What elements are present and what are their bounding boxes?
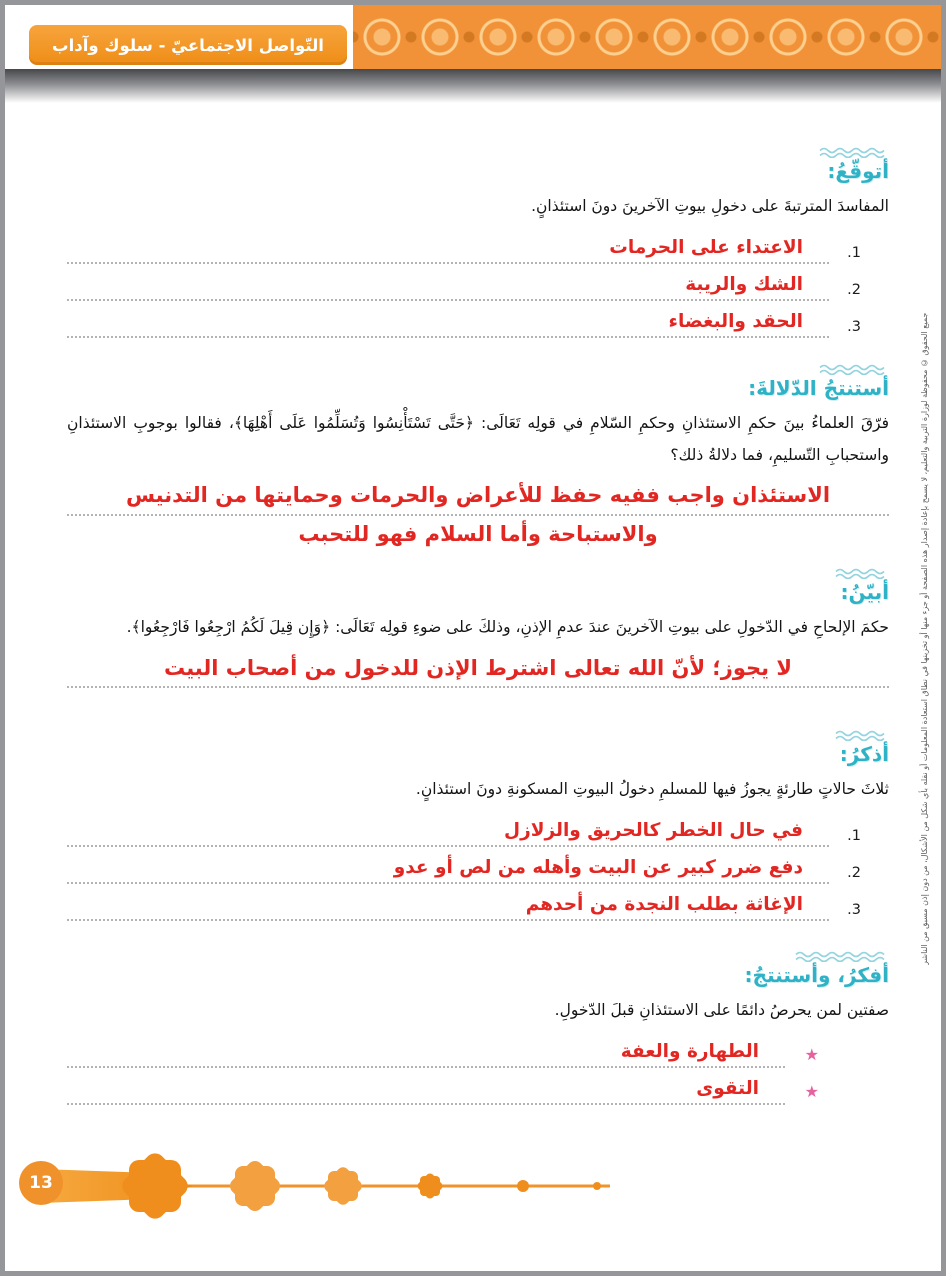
section-prompt: فرّقَ العلماءُ بينَ حكمِ الاستئذانِ وحكمِ السّلامِ في قولِه تَعَالَى: ﴿حَتَّى تَسْتَأْنِسُوا وَتُسَلِّمُوا عَلَى أَهْلِهَا﴾، فقالوا بوجوبِ الاستئذانِ واستحبابِ التّسليمِ، فما دلالةُ ذلك؟	[67, 413, 889, 464]
handwritten-answer: الاعتداء على الحرمات	[609, 236, 803, 258]
answer-blank	[67, 892, 829, 921]
unit-title-tab	[29, 25, 347, 65]
handwritten-answer: في حال الخطر كالحريق والزلازل	[504, 820, 803, 842]
item-number: 1.	[847, 244, 861, 261]
item-number: 2.	[847, 281, 861, 298]
handwritten-answer: التقوى	[696, 1077, 759, 1099]
section-expect	[67, 147, 889, 338]
handwritten-answer: الاستئذان واجب ففيه حفظ للأعراض والحرمات وحمايتها من التدنيس	[125, 483, 831, 508]
section-mention	[67, 730, 889, 921]
page-number: 13	[29, 1173, 53, 1193]
answer-blank	[67, 818, 829, 847]
star-bullet-icon: ★	[804, 1044, 819, 1064]
answer-line	[67, 654, 889, 688]
answer-blank	[67, 855, 829, 884]
header-shadow	[5, 69, 941, 103]
section-prompt: المفاسدَ المترتبةَ على دخولِ بيوتِ الآخرينَ دونَ استئذانٍ.	[531, 197, 889, 215]
answer-line	[67, 520, 889, 552]
section-explain	[67, 568, 889, 688]
star-bullet-icon: ★	[804, 1081, 819, 1101]
unit-title: التّواصل الاجتماعيّ - سلوك وآداب	[52, 35, 324, 55]
list-item	[67, 301, 889, 338]
header-ornament-band	[353, 5, 941, 69]
section-prompt: صفتين لمن يحرصُ دائمًا على الاستئذانِ قبلَ الدّخولِ.	[554, 1001, 889, 1019]
section-heading: أفكرُ، وأستنتجُ:	[744, 963, 889, 987]
list-item	[67, 227, 889, 264]
item-number: 2.	[847, 865, 861, 881]
list-item	[67, 884, 889, 921]
handwritten-answer: الطهارة والعفة	[620, 1040, 759, 1062]
page-number-badge	[19, 1161, 63, 1205]
answer-line	[67, 481, 889, 515]
section-heading: أذكرُ:	[839, 742, 889, 767]
section-heading: أتوقّعُ:	[827, 159, 889, 183]
answer-blank	[67, 309, 829, 338]
handwritten-answer: الحقد والبغضاء	[668, 310, 803, 332]
section-think	[67, 951, 889, 1105]
answer-blank	[67, 235, 829, 264]
copyright-vertical-text: جميع الحقوق © محفوظة لوزارة التربية والتعليم، لا يسمح بإعادة إصدار هذه الصفحة أو جزء منها أو تخزينها في نطاق استعادة المعلومات أو نقله بأي شكل من الأشكال، من دون إذن مسبق من الناشر	[920, 312, 929, 965]
handwritten-answer: لا يجوز؛ لأنّ الله تعالى اشترط الإذن للدخول من أصحاب البيت	[163, 655, 793, 680]
handwritten-answer: الشك والريبة	[685, 273, 803, 295]
section-heading: أستنتجُ الدّلالةَ:	[748, 375, 889, 400]
footer-ornament	[5, 1131, 725, 1241]
heading-squiggle-icon	[819, 147, 885, 158]
section-prompt: ثلاثَ حالاتٍ طارئةٍ يجوزُ فيها للمسلمِ دخولُ البيوتِ المسكونةِ دونَ استئذانٍ.	[415, 780, 889, 799]
heading-squiggle-icon	[835, 730, 885, 741]
heading-squiggle-icon	[835, 568, 885, 579]
handwritten-answer: والاستباحة وأما السلام فهو للتحبب	[298, 521, 658, 546]
section-heading: أبيّنُ:	[840, 580, 889, 605]
answer-blank	[67, 1076, 785, 1105]
list-item	[67, 1068, 889, 1105]
heading-squiggle-icon	[819, 364, 885, 375]
item-number: 1.	[847, 828, 861, 844]
section-prompt: حكمَ الإلحاحِ في الدّخولِ على بيوتِ الآخرينَ عندَ عدمِ الإذنِ، وذلكَ على ضوءِ قولِه تَعَالَى: ﴿وَإِن قِيلَ لَكُمُ ارْجِعُوا فَارْجِعُوا﴾.	[126, 618, 889, 637]
handwritten-answer: الإغاثة بطلب النجدة من أحدهم	[525, 894, 803, 916]
list-item	[67, 810, 889, 847]
item-number: 3.	[847, 902, 861, 918]
list-item	[67, 1031, 889, 1068]
handwritten-answer: دفع ضرر كبير عن البيت وأهله من لص أو عدو	[393, 857, 803, 879]
answer-blank	[67, 1039, 785, 1068]
item-number: 3.	[847, 318, 861, 335]
heading-squiggle-icon	[795, 951, 885, 962]
page-content	[67, 123, 889, 1105]
list-item	[67, 847, 889, 884]
list-item	[67, 264, 889, 301]
section-deduce	[67, 364, 889, 552]
answer-blank	[67, 272, 829, 301]
